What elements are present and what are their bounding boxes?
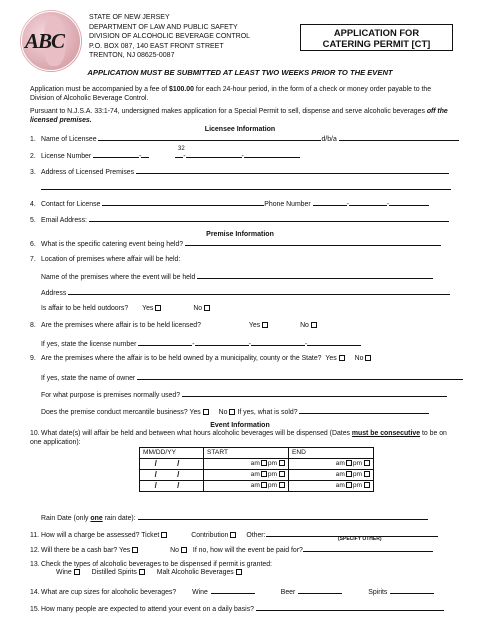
premises-name-row: Name of the premises where the event will be held <box>41 272 433 282</box>
event-dates-table <box>139 447 374 492</box>
licensee-heading: Licensee Information <box>204 126 276 133</box>
submission-notice: APPLICATION MUST BE SUBMITTED AT LEAST TWO WEEKS PRIOR TO THE EVENT <box>87 68 393 77</box>
dates-header-row: MM/DD/YY START END <box>140 448 374 459</box>
q4-contact: 4. Contact for License Phone Number - - <box>30 199 429 209</box>
outdoors-yes-checkbox[interactable] <box>155 305 161 311</box>
spirits-cup-field[interactable] <box>390 587 434 594</box>
outdoors-row: Is affair to be held outdoors? Yes No <box>41 305 210 313</box>
outdoors-no-checkbox[interactable] <box>204 305 210 311</box>
date-field-2[interactable]: / / <box>140 470 204 481</box>
specify-other-label: (SPECIFY OTHER) <box>338 536 382 542</box>
premise-heading: Premise Information <box>206 231 274 238</box>
wine-checkbox[interactable] <box>74 569 80 575</box>
date-field-1[interactable]: / / <box>140 459 204 470</box>
premises-name-field[interactable] <box>197 272 433 279</box>
end-time-2[interactable]: am pm <box>289 470 374 481</box>
attendance-field[interactable] <box>256 604 444 611</box>
purpose-field[interactable] <box>182 390 447 397</box>
licensed-no-checkbox[interactable] <box>311 322 317 328</box>
date-row-1 <box>140 459 374 470</box>
q9-municipal: 9. Are the premises where the affair is to be held owned by a municipality, county or the State? Yes No <box>30 355 371 363</box>
q8-licensed: 8. Are the premises where affair is to be held licensed? Yes No <box>30 322 317 330</box>
spirits-checkbox[interactable] <box>139 569 145 575</box>
form-title: APPLICATION FOR CATERING PERMIT [CT] <box>300 24 453 51</box>
abc-seal-logo <box>20 10 82 72</box>
start-time-3[interactable]: am pm <box>204 481 289 492</box>
event-heading: Event Information <box>210 422 270 429</box>
event-type-field[interactable] <box>185 239 441 246</box>
licensed-yes-checkbox[interactable] <box>262 322 268 328</box>
ticket-checkbox[interactable] <box>161 532 167 538</box>
rain-date-field[interactable] <box>138 513 428 520</box>
license-number-part1[interactable] <box>93 151 139 158</box>
license-prefix: 32 <box>178 146 185 152</box>
end-time-1[interactable]: am pm <box>289 459 374 470</box>
license-number-part3[interactable] <box>244 151 300 158</box>
contribution-checkbox[interactable] <box>230 532 236 538</box>
licensee-name-field[interactable] <box>98 134 321 141</box>
agency-address-block: STATE OF NEW JERSEY DEPARTMENT OF LAW AND PUBLIC SAFETY DIVISION OF ALCOHOLIC BEVERAGE CONTROL P.O. BOX 087, 140 EAST FRONT STREET TRENTON, NJ 08625-0087 <box>89 14 251 60</box>
q11-charge: 11. How will a charge be assessed? Ticket Contribution Other: <box>30 530 438 540</box>
premise-license-part2[interactable] <box>195 339 249 346</box>
q14-cup-sizes: 14.What are cup sizes for alcoholic beverages? Wine Beer Spirits <box>30 587 434 597</box>
purpose-row: For what purpose is premises normally used? <box>41 390 447 400</box>
mercantile-yes-checkbox[interactable] <box>203 409 209 415</box>
start-time-1[interactable]: am pm <box>204 459 289 470</box>
q1-licensee-name: 1. Name of Licensee d/b/a <box>30 134 459 144</box>
q13-beverage-types: 13.Check the types of alcoholic beverages to be dispensed if permit is granted: <box>30 561 272 568</box>
municipal-no-checkbox[interactable] <box>365 355 371 361</box>
rain-date-row: Rain Date (only one rain date): <box>41 513 428 523</box>
premise-license-part4[interactable] <box>307 339 361 346</box>
date-field-3[interactable]: / / <box>140 481 204 492</box>
q10-dates: 10.What date(s) will affair be held and between what hours alcoholic beverages will be dispensed (Dates must be consecutive to be on one application): <box>30 430 447 446</box>
premise-license-part1[interactable] <box>138 339 192 346</box>
beer-cup-field[interactable] <box>298 587 342 594</box>
q12-cash-bar: 12.Will there be a cash bar? Yes No If no, how will the event be paid for? <box>30 545 433 555</box>
logo-text: ABC <box>25 29 65 53</box>
date-row-3 <box>140 481 374 492</box>
phone-area-field[interactable] <box>313 199 347 206</box>
date-row-2 <box>140 470 374 481</box>
payment-method-field[interactable] <box>303 545 433 552</box>
sold-field[interactable] <box>299 407 429 414</box>
q5-email: 5. Email Address: <box>30 215 449 225</box>
premises-address-row: Address <box>41 288 450 298</box>
q15-attendance: 15.How many people are expected to attend your event on a daily basis? <box>30 604 444 614</box>
premise-license-part3[interactable] <box>251 339 305 346</box>
owner-row: If yes, state the name of owner <box>41 373 463 383</box>
malt-checkbox[interactable] <box>236 569 242 575</box>
mercantile-no-checkbox[interactable] <box>229 409 235 415</box>
license-number-part2[interactable] <box>186 151 242 158</box>
end-time-3[interactable]: am pm <box>289 481 374 492</box>
premise-license-row: If yes, state the license number - - - <box>41 339 361 349</box>
fee-paragraph: Application must be accompanied by a fee of $100.00 for each 24-hour period, in the form of a check or money order payable to the Division of Alcoholic Beverage Control. <box>30 86 432 102</box>
cash-bar-no-checkbox[interactable] <box>181 547 187 553</box>
contact-field[interactable] <box>102 199 264 206</box>
mercantile-row: Does the premise conduct mercantile business? Yes No If yes, what is sold? <box>41 407 429 417</box>
dba-field[interactable] <box>339 134 459 141</box>
phone-prefix-field[interactable] <box>349 199 387 206</box>
premises-address-field[interactable] <box>68 288 450 295</box>
cash-bar-yes-checkbox[interactable] <box>132 547 138 553</box>
q3-licensed-premises-address: 3. Address of Licensed Premises <box>30 167 449 177</box>
phone-line-field[interactable] <box>389 199 429 206</box>
beverage-type-options: Wine Distilled Spirits Malt Alcoholic Beverages <box>56 569 242 577</box>
municipal-yes-checkbox[interactable] <box>339 355 345 361</box>
wine-cup-field[interactable] <box>211 587 255 594</box>
owner-field[interactable] <box>137 373 463 380</box>
pursuant-paragraph: Pursuant to N.J.S.A. 33:1-74, undersigned makes application for a Special Permit to sell, dispense and serve alcoholic beverages off the licensed premises. <box>30 108 448 124</box>
licensed-premises-address-field[interactable] <box>136 167 449 174</box>
licensed-premises-address-line2[interactable] <box>41 183 451 190</box>
email-field[interactable] <box>89 215 449 222</box>
q7-location: 7. Location of premises where affair will be held: <box>30 256 181 263</box>
q6-event-type: 6. What is the specific catering event being held? <box>30 239 441 249</box>
start-time-2[interactable]: am pm <box>204 470 289 481</box>
q2-license-number: 2. License Number - - - <box>30 151 300 161</box>
